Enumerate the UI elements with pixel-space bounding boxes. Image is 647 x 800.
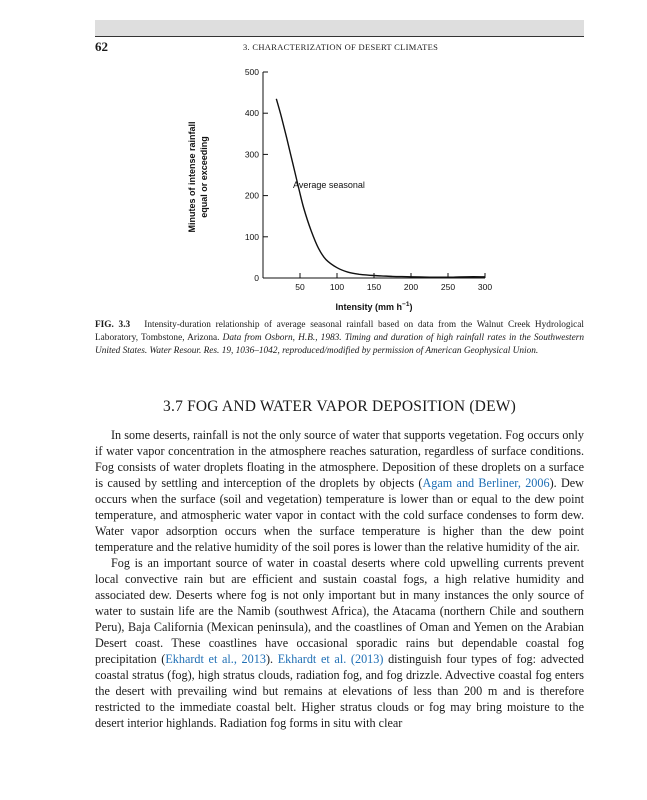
x-tick-label-250: 250 [440, 282, 456, 292]
intensity-duration-chart [180, 60, 510, 320]
body-text [95, 427, 584, 731]
page-number: 62 [95, 39, 108, 54]
header-band [95, 20, 584, 36]
x-tick-label-50: 50 [295, 282, 305, 292]
x-tick-label-300: 300 [477, 282, 493, 292]
y-tick-label-500: 500 [244, 67, 259, 77]
section-heading: 3.7 FOG AND WATER VAPOR DEPOSITION (DEW) [163, 398, 516, 415]
x-axis-label: Intensity (mm $h^{-1}$) [335, 301, 413, 312]
paragraph-2: Fog is an important source of water in coastal deserts where cold upwelling currents prevent local convective rain but are efficient and sustain coastal fogs, a high relative humidity and associated dew. Deserts where fog is not only important but in many instances the only source of water to sustain life are the Namib (southwest Africa), the Atacama (northern Chile and southern Peru), Baja California (Mexican peninsula), and the coastlines of Oman and Yemen on the Arabian Desert coast. These coastlines have occasional sporadic rains but dependable coastal fog precipitation (Ekhardt et al., 2013). Ekhardt et al. (2013) distinguish four types of fog: advected coastal stratus (fog), high stratus clouds, radiation fog, and fog drizzle. Advective coastal fog enters the desert with prevailing wind but remains at elevations of less than 200 m and is therefore restricted to the immediate coastal belt. Higher stratus clouds or fog may bring moisture to the desert interior highlands. Radiation fog forms in situ with clear [95, 556, 585, 730]
figure-caption [95, 319, 584, 358]
y-axis-label-line1: Minutes of intense rainfall [187, 121, 197, 233]
y-tick-label-200: 200 [244, 190, 259, 201]
x-tick-label-200: 200 [403, 282, 419, 292]
citation-link[interactable]: Agam and Berliner, 2006 [422, 476, 550, 490]
figure-label: FIG. 3.3 [95, 320, 131, 330]
x-tick-label-100: 100 [329, 282, 345, 292]
y-tick-label-100: 100 [244, 231, 259, 242]
y-ticks [245, 67, 268, 283]
citation-link[interactable]: Ekhardt et al. (2013) [277, 652, 384, 666]
x-tick-label-150: 150 [366, 282, 382, 292]
y-tick-label-400: 400 [244, 108, 259, 119]
series-annotation: Average seasonal [293, 180, 365, 190]
y-tick-label-300: 300 [244, 149, 259, 160]
caption-text: Intensity-duration relationship of average seasonal rainfall based on data from the Walnut Creek Hydrological Laboratory, Tombstone, Arizona. [95, 320, 584, 343]
y-tick-label-0: 0 [254, 273, 259, 283]
running-head: 3. CHARACTERIZATION OF DESERT CLIMATES [243, 42, 439, 52]
y-axis-label-line2: equal or exceeding [199, 136, 209, 218]
header-rule [95, 36, 584, 37]
caption-source: Data from Osborn, H.B., 1983. Timing and duration of high rainfall rates in the Southwestern United States. Water Resour. Res. 19, 1036–1042, reproduced/modified by permission of American Geophysical Union. [95, 333, 584, 356]
paragraph-1: In some deserts, rainfall is not the only source of water that supports vegetation. Fog occurs only if water vapor concentration in the atmosphere reaches saturation, regardless of surface conditions. Fog consists of water droplets floating in the atmosphere. Deposition of these droplets on a surface is caused by settling and interception of the droplets by objects (Agam and Berliner, 2006). Dew occurs when the surface (soil and vegetation) temperature is lower than or equal to the dew point temperature, and atmospheric water vapor in contact with the cold surface condenses to form dew. Water vapor adsorption occurs when the surface temperature is higher than the dew point temperature and the relative humidity of the soil pores is lower than the relative humidity of the air. [95, 428, 584, 554]
y-axis-label [187, 121, 209, 232]
citation-link[interactable]: Ekhardt et al., 2013 [165, 652, 266, 666]
